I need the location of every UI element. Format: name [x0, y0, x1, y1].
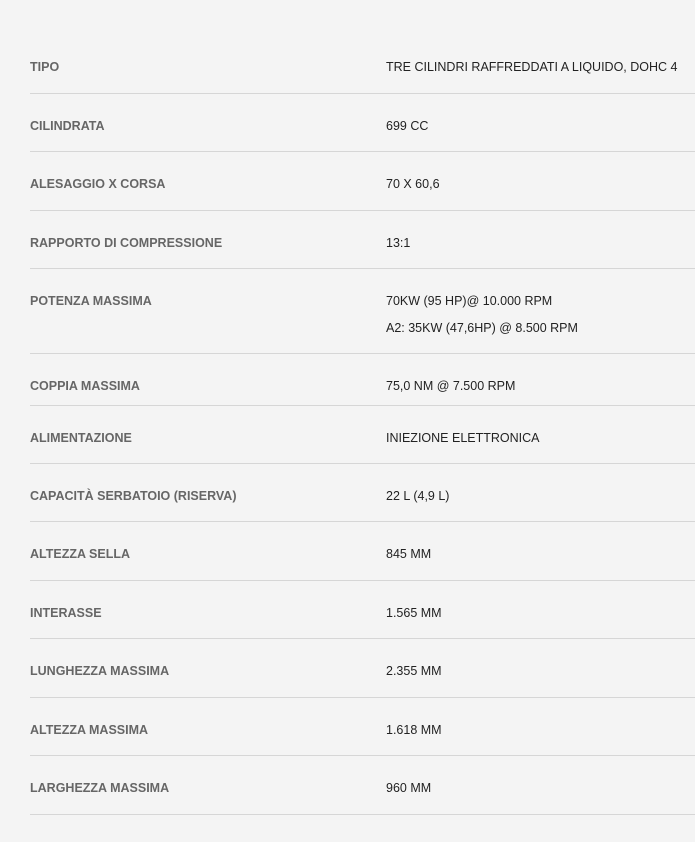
spec-row: [30, 464, 695, 522]
spec-label: CAPACITÀ SERBATOIO (RISERVA): [30, 489, 237, 503]
spec-label: ALESAGGIO X CORSA: [30, 177, 166, 191]
spec-value: [386, 756, 695, 814]
spec-value-line: 70 X 60,6: [386, 177, 440, 191]
spec-row: [30, 698, 695, 756]
spec-value-line: 13:1: [386, 236, 411, 250]
spec-value: [386, 354, 695, 405]
spec-value: [386, 639, 695, 697]
spec-value: [386, 406, 695, 463]
spec-value: [386, 581, 695, 638]
spec-value-line: 699 CC: [386, 119, 429, 133]
spec-label: CILINDRATA: [30, 119, 105, 133]
spec-row: [30, 354, 695, 406]
spec-row: [30, 269, 695, 354]
spec-value: [386, 269, 695, 353]
spec-row: [30, 94, 695, 152]
spec-value-line: 22 L (4,9 L): [386, 489, 450, 503]
spec-label: INTERASSE: [30, 606, 102, 620]
spec-value-line: 1.565 MM: [386, 606, 442, 620]
spec-value: [386, 94, 695, 151]
spec-value-line: 75,0 NM @ 7.500 RPM: [386, 379, 516, 393]
spec-value-line: INIEZIONE ELETTRONICA: [386, 431, 540, 445]
spec-label: LUNGHEZZA MASSIMA: [30, 664, 170, 678]
spec-value-line: TRE CILINDRI RAFFREDDATI A LIQUIDO, DOHC 4: [386, 60, 678, 74]
spec-row: [30, 406, 695, 464]
spec-row: [30, 756, 695, 815]
spec-row: [30, 581, 695, 639]
specs-table: [30, 35, 695, 815]
spec-row: [30, 152, 695, 211]
spec-value: [386, 698, 695, 755]
spec-row: [30, 522, 695, 581]
spec-label: COPPIA MASSIMA: [30, 379, 140, 393]
spec-label: RAPPORTO DI COMPRESSIONE: [30, 236, 223, 250]
spec-row: [30, 211, 695, 269]
spec-label: POTENZA MASSIMA: [30, 294, 152, 308]
spec-label: ALTEZZA MASSIMA: [30, 723, 149, 737]
spec-value: [386, 35, 695, 93]
spec-value-line: A2: 35KW (47,6HP) @ 8.500 RPM: [386, 321, 578, 335]
spec-value: [386, 211, 695, 268]
spec-row: [30, 35, 695, 94]
spec-value-line: 960 MM: [386, 781, 432, 795]
spec-value: [386, 464, 695, 521]
spec-row: [30, 639, 695, 698]
spec-label: ALIMENTAZIONE: [30, 431, 132, 445]
spec-label: ALTEZZA SELLA: [30, 547, 130, 561]
spec-value-line: 2.355 MM: [386, 664, 442, 678]
spec-label: LARGHEZZA MASSIMA: [30, 781, 170, 795]
spec-value-line: 70KW (95 HP)@ 10.000 RPM: [386, 294, 553, 308]
spec-value-line: 1.618 MM: [386, 723, 442, 737]
spec-value-line: 845 MM: [386, 547, 432, 561]
spec-label: TIPO: [30, 60, 60, 74]
spec-value: [386, 522, 695, 580]
spec-value: [386, 152, 695, 210]
